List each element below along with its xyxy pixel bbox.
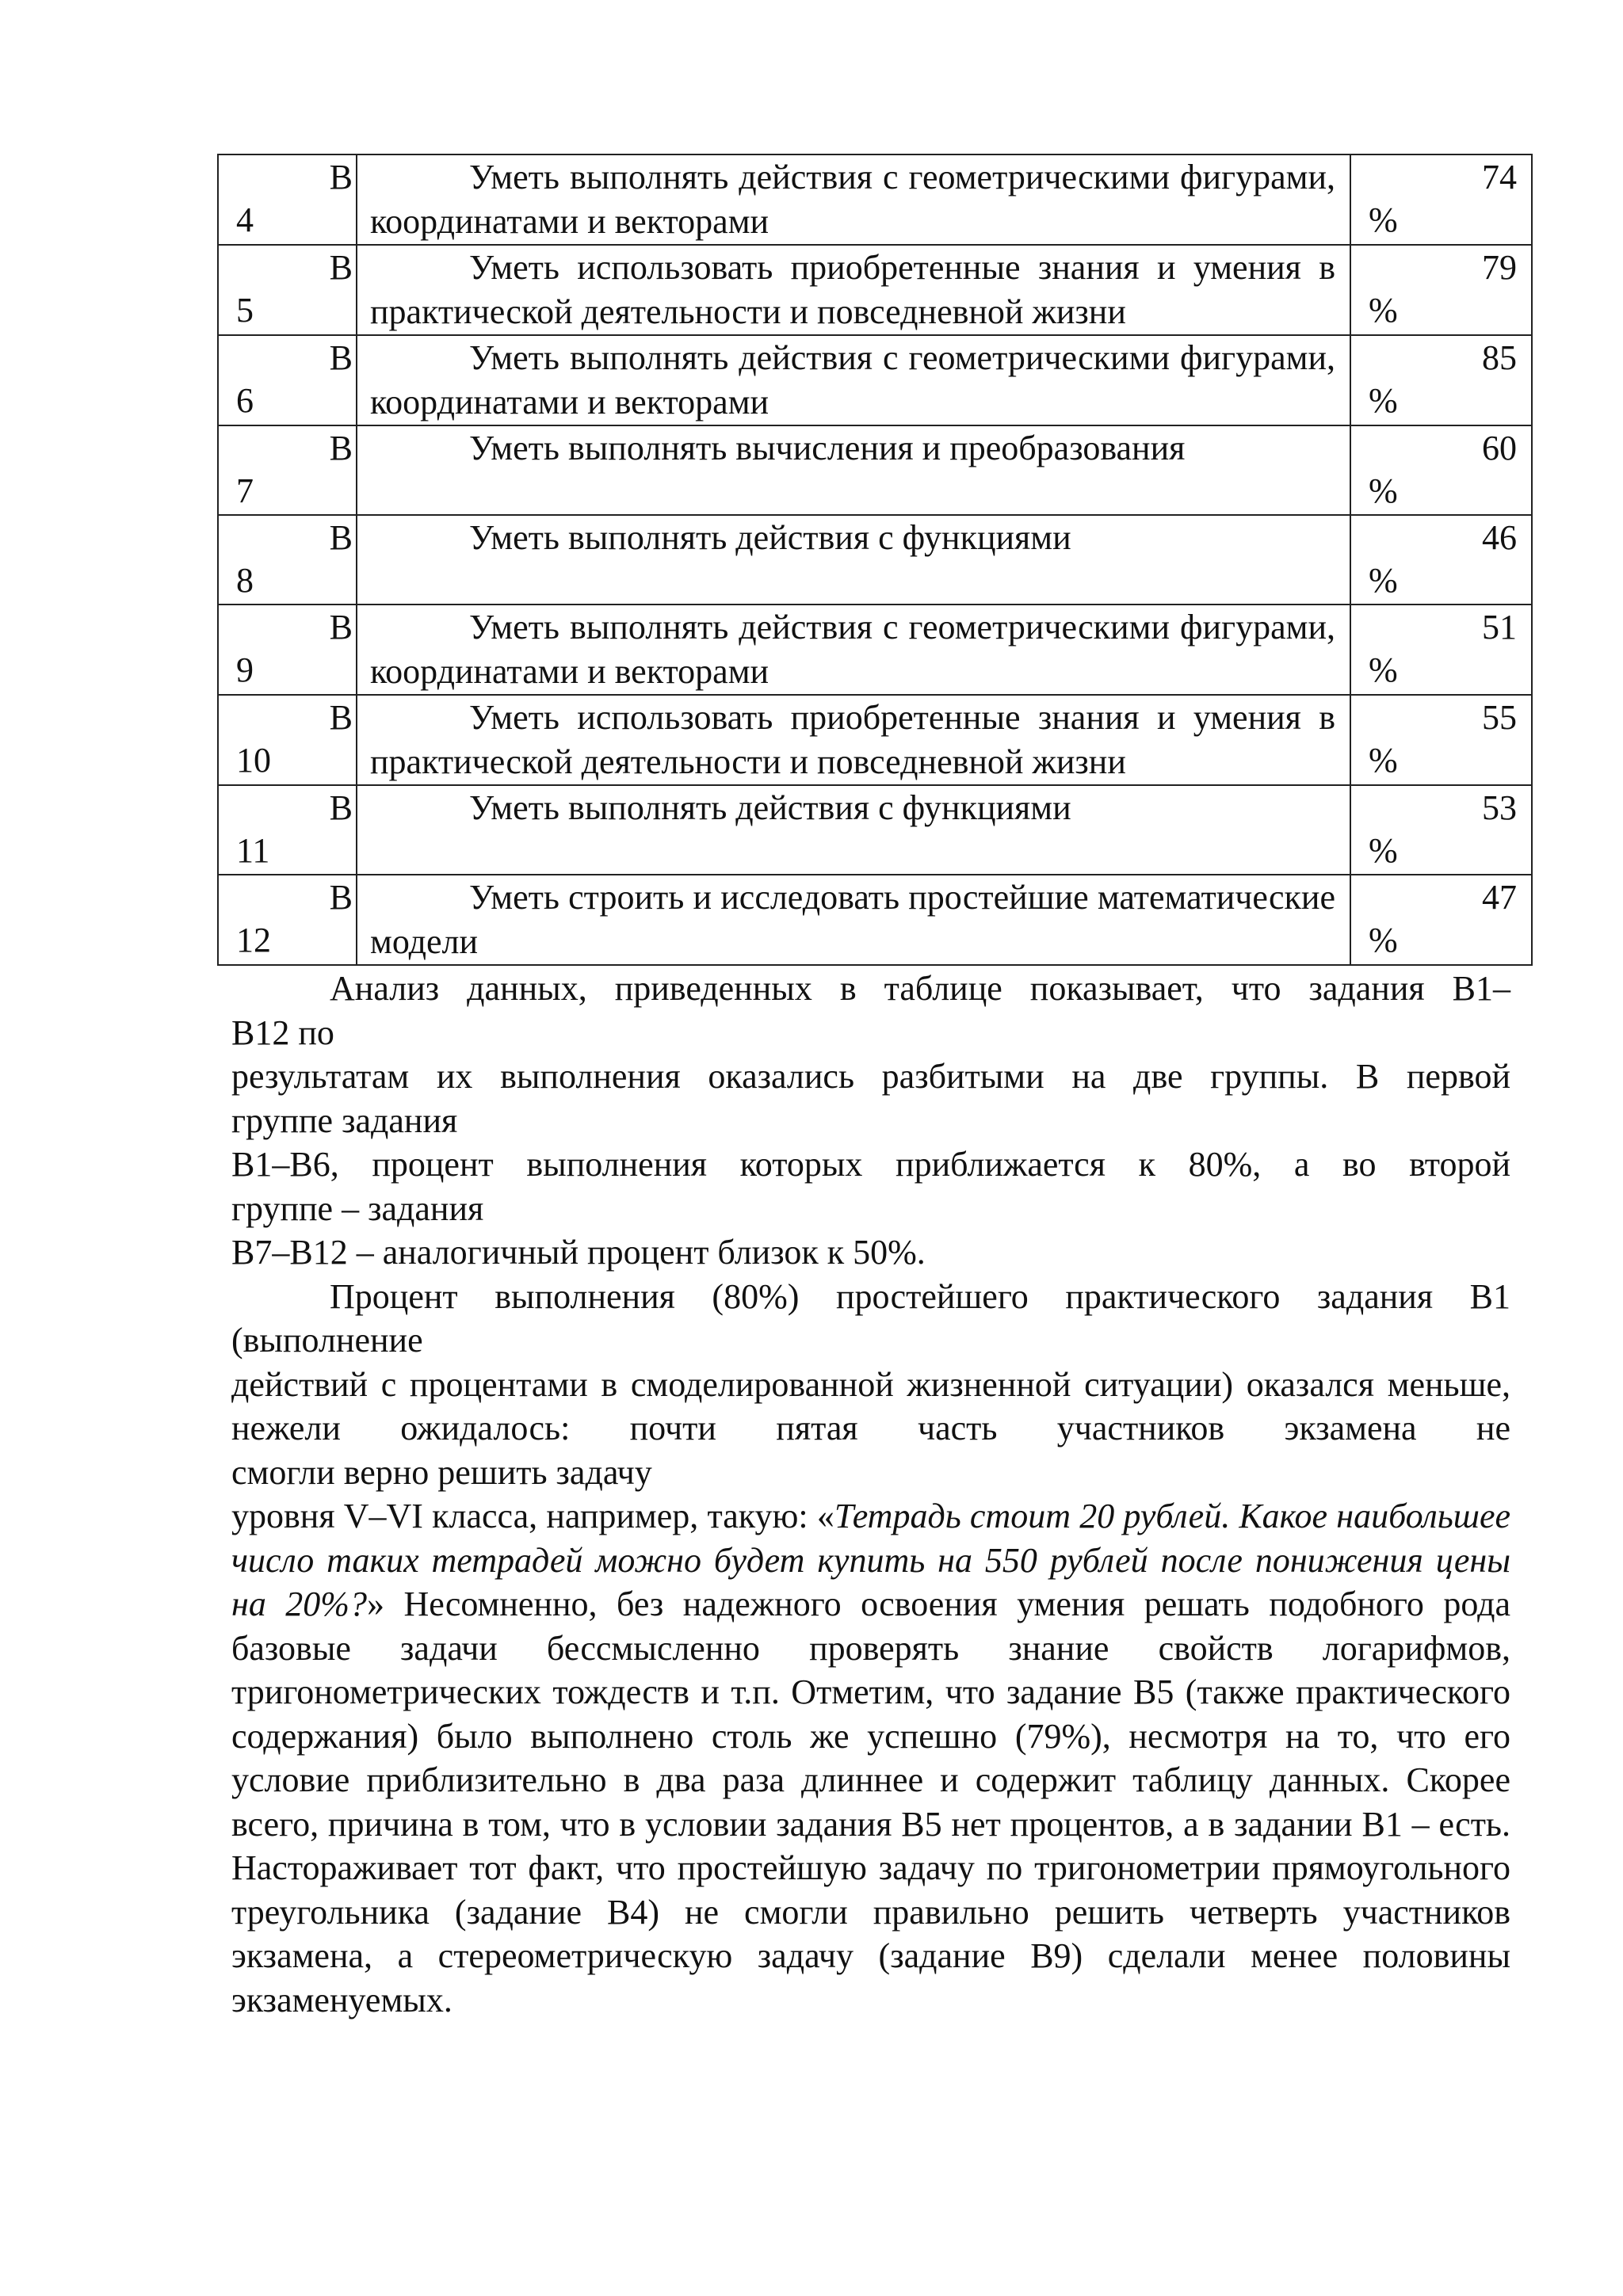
task-description: Уметь использовать приобретенные знания и умения в практической деятельности и повседневной жизни — [370, 698, 1335, 781]
task-description-cell — [357, 785, 1350, 875]
paragraph-1-line-7: В7–В12 – аналогичный процент близок к 50%. — [231, 1233, 926, 1272]
task-code-letter: В — [329, 429, 353, 467]
paragraph-2-block-1: действий с процентами в смоделированной жизненной ситуации) оказался меньше, нежели ожидалось: почти пятая часть участников экзамена не — [231, 1364, 1510, 1447]
task-percent-value: 51 — [1482, 608, 1517, 646]
task-percent-cell — [1350, 785, 1532, 875]
tasks-table-body — [218, 154, 1532, 965]
task-percent-cell — [1350, 245, 1532, 335]
task-description: Уметь строить и исследовать простейшие математические модели — [370, 878, 1335, 961]
task-percent-unit: % — [1369, 921, 1398, 959]
table-row — [218, 154, 1532, 245]
task-code-letter: В — [329, 608, 353, 646]
task-percent-unit: % — [1369, 831, 1398, 870]
task-code-number: 5 — [236, 291, 254, 330]
task-description: Уметь выполнять вычисления и преобразования — [469, 429, 1186, 467]
paragraph-2-line-2: (выполнение — [231, 1321, 423, 1360]
analysis-text — [231, 967, 1510, 2022]
task-code-letter: В — [329, 248, 353, 287]
task-percent-unit: % — [1369, 200, 1398, 239]
task-code-letter: В — [329, 878, 353, 917]
task-description: Уметь выполнять действия с функциями — [469, 788, 1071, 827]
paragraph-1-line-3: результатам их выполнения оказались разбитыми на две группы. В первой — [231, 1057, 1510, 1096]
task-code-cell — [218, 605, 357, 695]
task-percent-value: 74 — [1482, 158, 1517, 196]
paragraph-2-line-1: Процент выполнения (80%) простейшего практического задания В1 — [330, 1276, 1510, 1316]
paragraph-1-line-4: группе задания — [231, 1100, 458, 1140]
task-percent-value: 85 — [1482, 338, 1517, 377]
task-code-letter: В — [329, 788, 353, 827]
table-row — [218, 875, 1532, 965]
paragraph-1-line-5: В1–В6, процент выполнения которых приближается к 80%, а во второй — [231, 1145, 1510, 1184]
task-percent-cell — [1350, 335, 1532, 425]
paragraph-2-block-2-rest: » Несомненно, без надежного освоения умения решать подобного рода базовые задачи бессмысленно проверять знание свойств логарифмов, тригонометрических тождеств и т.п. Отметим, что задание В5 (также практического содержания) было выполнено столь же успешно (79%), несмотря на то, что его условие приблизительно в два раза длиннее и содержит таблицу данных. Скорее всего, причина в том, что в условии задания В5 нет процентов, а в задании В1 – есть. Настораживает тот факт, что простейшую задачу по тригонометрии прямоугольного треугольника (задание В4) не смогли правильно решить четверть участников экзамена, а стереометрическую задачу (задание В9) сделали менее половины экзаменуемых. — [231, 1585, 1510, 2019]
task-description: Уметь выполнять действия с функциями — [469, 518, 1071, 557]
task-code-number: 11 — [236, 831, 270, 870]
paragraph-2-block-2 — [231, 1494, 1510, 2022]
task-percent-cell — [1350, 875, 1532, 965]
task-percent-value: 60 — [1482, 429, 1517, 467]
task-percent-cell — [1350, 154, 1532, 245]
task-description-cell — [357, 154, 1350, 245]
table-row — [218, 605, 1532, 695]
task-description-cell — [357, 605, 1350, 695]
task-code-cell — [218, 695, 357, 785]
task-description: Уметь выполнять действия с геометрическими фигурами, координатами и векторами — [370, 338, 1335, 421]
task-code-cell — [218, 335, 357, 425]
task-code-letter: В — [329, 338, 353, 377]
task-code-number: 8 — [236, 561, 254, 600]
task-code-number: 4 — [236, 200, 254, 239]
task-code-number: 12 — [236, 921, 271, 959]
task-percent-value: 55 — [1482, 698, 1517, 737]
task-code-number: 10 — [236, 741, 271, 780]
task-description: Уметь использовать приобретенные знания и умения в практической деятельности и повседневной жизни — [370, 248, 1335, 331]
task-code-letter: В — [329, 518, 353, 557]
task-description-cell — [357, 425, 1350, 515]
task-code-cell — [218, 875, 357, 965]
paragraph-1-line-1: Анализ данных, приведенных в таблице показывает, что задания В1– — [330, 969, 1510, 1008]
tasks-table — [217, 154, 1533, 966]
task-percent-cell — [1350, 605, 1532, 695]
task-code-letter: В — [329, 698, 353, 737]
table-row — [218, 785, 1532, 875]
task-percent-value: 53 — [1482, 788, 1517, 827]
task-code-number: 6 — [236, 381, 254, 420]
paragraph-1-line-6: группе – задания — [231, 1188, 484, 1228]
task-description-cell — [357, 875, 1350, 965]
table-row — [218, 245, 1532, 335]
task-code-letter: В — [329, 158, 353, 196]
task-percent-cell — [1350, 425, 1532, 515]
task-description: Уметь выполнять действия с геометрическими фигурами, координатами и векторами — [370, 608, 1335, 691]
paragraph-2-block-2-start: уровня V–VI класса, например, такую: « — [231, 1497, 834, 1535]
table-row — [218, 695, 1532, 785]
paragraph-2-line-5: смогли верно решить задачу — [231, 1452, 652, 1492]
task-percent-cell — [1350, 515, 1532, 605]
task-code-cell — [218, 515, 357, 605]
task-description-cell — [357, 515, 1350, 605]
task-percent-cell — [1350, 695, 1532, 785]
task-code-cell — [218, 154, 357, 245]
table-row — [218, 425, 1532, 515]
paragraph-1-line-2: В12 по — [231, 1013, 334, 1052]
task-description: Уметь выполнять действия с геометрическими фигурами, координатами и векторами — [370, 158, 1335, 241]
task-code-number: 9 — [236, 650, 254, 689]
task-percent-value: 79 — [1482, 248, 1517, 287]
task-percent-unit: % — [1369, 291, 1398, 330]
task-code-cell — [218, 425, 357, 515]
task-code-cell — [218, 245, 357, 335]
task-percent-unit: % — [1369, 471, 1398, 510]
task-code-number: 7 — [236, 471, 254, 510]
task-percent-unit: % — [1369, 650, 1398, 689]
task-percent-value: 46 — [1482, 518, 1517, 557]
task-description-cell — [357, 695, 1350, 785]
task-percent-value: 47 — [1482, 878, 1517, 917]
task-percent-unit: % — [1369, 381, 1398, 420]
task-code-cell — [218, 785, 357, 875]
task-description-cell — [357, 245, 1350, 335]
table-row — [218, 335, 1532, 425]
table-row — [218, 515, 1532, 605]
task-description-cell — [357, 335, 1350, 425]
task-percent-unit: % — [1369, 561, 1398, 600]
example-problem-quote: Тетрадь стоит 20 рублей. Какое наибольшее число таких тетрадей можно будет купить на 550 рублей после понижения цены на 20%? — [231, 1497, 1510, 1623]
task-percent-unit: % — [1369, 741, 1398, 780]
